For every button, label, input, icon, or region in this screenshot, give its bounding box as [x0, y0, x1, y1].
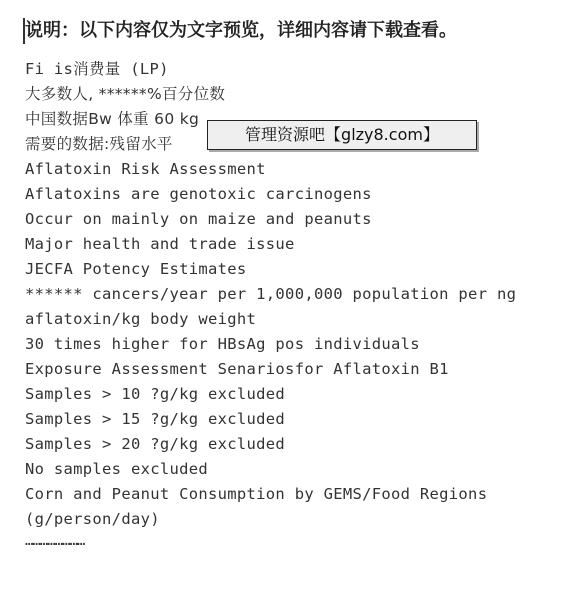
text-line: Samples > 10 ?g/kg excluded — [25, 385, 286, 403]
text-line-residue: 需要的数据:残留水平 — [25, 135, 173, 153]
text-line-heading-jecfa: JECFA Potency Estimates — [25, 260, 247, 278]
text-line: 30 times higher for HBsAg pos individuals — [25, 335, 420, 353]
text-line-percentile: 大多数人, ******%百分位数 — [25, 85, 226, 103]
text-line: Occur on mainly on maize and peanuts — [25, 210, 372, 228]
text-line: aflatoxin/kg body weight — [25, 310, 257, 328]
text-line: (g/person/day) — [25, 510, 160, 528]
text-line-bodyweight: 中国数据Bw 体重 60 kg — [25, 110, 200, 128]
text-line: No samples excluded — [25, 460, 209, 478]
text-line-heading-corn: Corn and Peanut Consumption by GEMS/Food Regions — [25, 485, 488, 503]
text-line-heading-risk: Aflatoxin Risk Assessment — [25, 160, 266, 178]
text-line-consumption: Fi is消费量 (LP) — [25, 60, 169, 78]
text-line-heading-exposure: Exposure Assessment Senariosfor Aflatoxin B1 — [25, 360, 449, 378]
text-line: Samples > 15 ?g/kg excluded — [25, 410, 286, 428]
text-line: Aflatoxins are genotoxic carcinogens — [25, 185, 372, 203]
text-line: Major health and trade issue — [25, 235, 295, 253]
text-line: Samples > 20 ?g/kg excluded — [25, 435, 286, 453]
preview-notice: 说明：以下内容仅为文字预览，详细内容请下载查看。 — [25, 20, 457, 41]
text-line: ****** cancers/year per 1,000,000 population per ng — [25, 285, 517, 303]
ellipsis-line: …………………… — [25, 533, 85, 549]
watermark-banner: 管理资源吧【glzy8.com】 — [207, 120, 477, 150]
